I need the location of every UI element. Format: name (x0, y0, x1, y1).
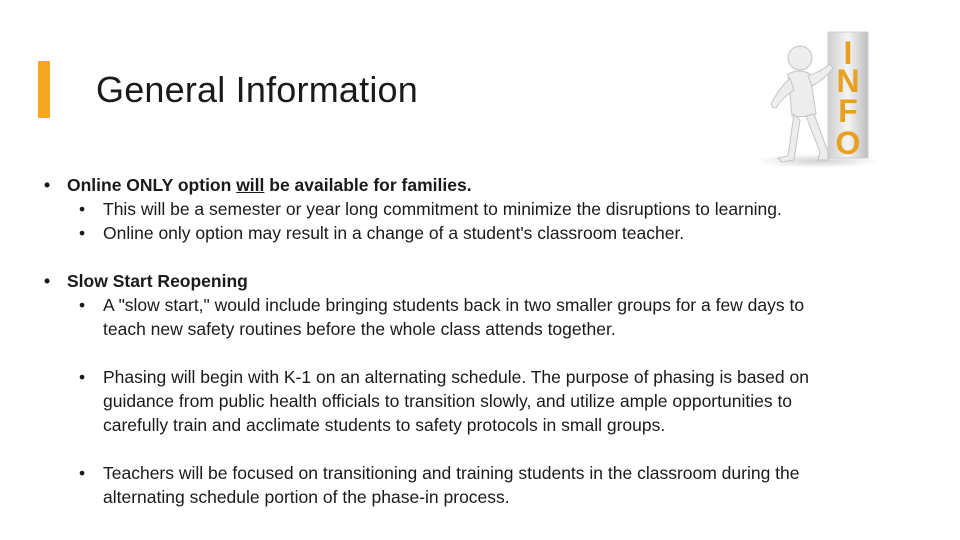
sub-bullet-line: Teachers will be focused on transitioning and training students in the classroom during the (103, 463, 800, 483)
sub-bullet-line: This will be a semester or year long commitment to minimize the disruptions to learning. (103, 199, 782, 219)
underlined-word: will (236, 175, 265, 195)
sub-bullet-line: Phasing will begin with K-1 on an alternating schedule. The purpose of phasing is based on (103, 367, 809, 387)
info-letter-n: N (836, 63, 860, 99)
bullet-marker: • (79, 295, 86, 315)
person-figure (772, 46, 834, 162)
bullet-marker: • (44, 175, 51, 195)
info-letter-f: F (838, 93, 858, 129)
heading-text-part: Online ONLY option (67, 175, 237, 195)
slide-title: General Information (96, 69, 418, 110)
sub-bullet-line: A "slow start," would include bringing students back in two smaller groups for a few days to (103, 295, 805, 315)
section-heading-text (67, 269, 248, 293)
sub-bullet-line: teach new safety routines before the whole class attends together. (103, 319, 616, 339)
bullet-marker: • (79, 463, 86, 483)
info-letter-o: O (835, 125, 861, 161)
sub-bullet-line: Online only option may result in a change of a student's classroom teacher. (103, 223, 685, 243)
heading-text-part: Slow Start Reopening (67, 271, 248, 291)
bullet-marker: • (79, 223, 86, 243)
section-heading-text (67, 173, 472, 197)
title-accent-bar (38, 61, 50, 118)
info-letter-i: I (843, 35, 853, 71)
sub-bullet-line: guidance from public health officials to transition slowly, and utilize ample opportunities to (103, 391, 793, 411)
sub-bullet-line: carefully train and acclimate students to safety protocols in small groups. (103, 415, 666, 435)
info-figure-icon (748, 28, 888, 172)
bullet-marker: • (79, 367, 86, 387)
bullet-marker: • (44, 271, 51, 291)
heading-text-part: be available for families. (264, 175, 472, 195)
bullet-marker: • (79, 199, 86, 219)
sub-bullet-line: alternating schedule portion of the phase-in process. (103, 487, 510, 507)
